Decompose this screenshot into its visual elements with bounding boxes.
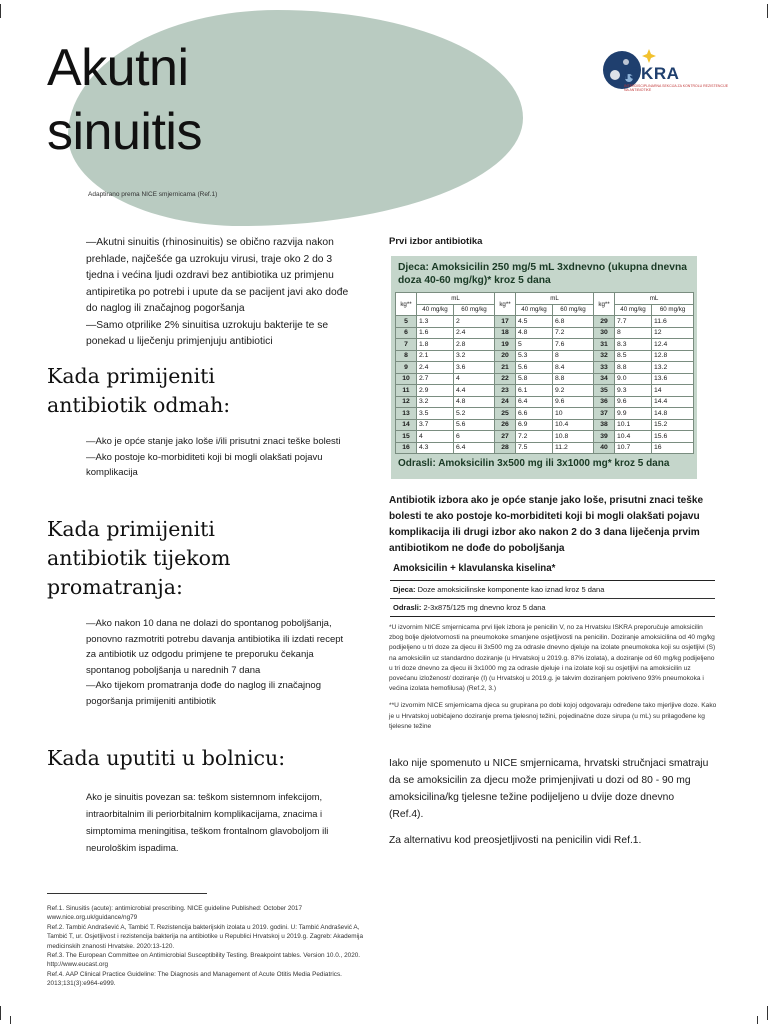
reference-item: Ref.3. The European Committee on Antimicrobial Susceptibility Testing. Breakpoint tables. Version 10.0., 2020. http://www.eucast.org bbox=[47, 952, 361, 969]
ml-cell: 8.8 bbox=[615, 362, 652, 374]
heading-observation: Kada primijeniti antibiotik tijekom promatranja: bbox=[47, 517, 231, 599]
ml-cell: 14.8 bbox=[652, 408, 694, 420]
row-text: Doze amoksicilinske komponente kao iznad kroz 5 dana bbox=[417, 585, 605, 594]
table-row bbox=[396, 350, 694, 362]
ml-cell: 8.5 bbox=[615, 350, 652, 362]
ml-cell: 5.2 bbox=[454, 408, 495, 420]
dose-table-body bbox=[396, 316, 694, 454]
ml-cell: 11.6 bbox=[652, 316, 694, 328]
intro-paragraph: —Akutni sinuitis (rhinosinuitis) se obično razvija nakon prehlade, najčešće ga uzrokuju virusi, traje oko 2 do 3 tjedna i većina ljudi ozdravi bez antibiotika uz primjenu antipiretika po potrebi i upute da se pacijent javi ako dođe do naglog ili značajnog pogoršanja bbox=[86, 237, 349, 314]
ml-cell: 1.8 bbox=[417, 339, 454, 351]
ml-cell: 6.8 bbox=[553, 316, 594, 328]
ml-cell: 13.2 bbox=[652, 362, 694, 374]
ml-cell: 12.4 bbox=[652, 339, 694, 351]
title-line-1: Akutni bbox=[47, 39, 189, 97]
ml-cell: 8.3 bbox=[615, 339, 652, 351]
crop-mark bbox=[10, 1016, 11, 1024]
crop-mark bbox=[757, 1016, 758, 1024]
ml-cell: 3.6 bbox=[454, 362, 495, 374]
ml-cell: 5.8 bbox=[516, 373, 553, 385]
ml-cell: 4.3 bbox=[417, 442, 454, 454]
observation-list bbox=[86, 616, 351, 710]
kg-cell: 21 bbox=[495, 362, 516, 374]
list-item: —Ako postoje ko-morbiditeti koji bi mogli olakšati pojavu komplikacija bbox=[86, 451, 323, 479]
first-choice-label: Prvi izbor antibiotika bbox=[389, 236, 483, 247]
title-line-2: sinuitis bbox=[47, 103, 202, 161]
ml-cell: 7.5 bbox=[516, 442, 553, 454]
ml-cell: 4.4 bbox=[454, 385, 495, 397]
kg-cell: 23 bbox=[495, 385, 516, 397]
sub-header: 40 mg/kg bbox=[615, 304, 652, 316]
kg-cell: 8 bbox=[396, 350, 417, 362]
table-row bbox=[396, 442, 694, 454]
kg-cell: 19 bbox=[495, 339, 516, 351]
sub-header: 40 mg/kg bbox=[516, 304, 553, 316]
ml-cell: 6.9 bbox=[516, 419, 553, 431]
ml-cell: 15.2 bbox=[652, 419, 694, 431]
ml-cell: 6.6 bbox=[516, 408, 553, 420]
intro-text bbox=[86, 235, 354, 351]
intro-paragraph: —Samo otprilike 2% sinuitisa uzrokuju bakterije te se ponekad u liječenju primjenjuju antibiotici bbox=[86, 319, 329, 347]
kg-cell: 31 bbox=[594, 339, 615, 351]
adult-dose: Odrasli: Amoksicilin 3x500 mg ili 3x1000 mg* kroz 5 dana bbox=[398, 458, 670, 469]
reference-item: Ref.1. Sinusitis (acute): antimicrobial prescribing. NICE guideline Published: October 2017 www.nice.org.uk/guidance/ng79 bbox=[47, 905, 303, 922]
ml-cell: 2.4 bbox=[417, 362, 454, 374]
kg-cell: 28 bbox=[495, 442, 516, 454]
dose-table bbox=[395, 292, 694, 454]
kg-header: kg** bbox=[396, 293, 417, 316]
ml-cell: 3.7 bbox=[417, 419, 454, 431]
table-row bbox=[396, 385, 694, 397]
logo-subtitle: INTERDISCIPLINARNA SEKCIJA ZA KONTROLU REZISTENCIJE NA ANTIBIOTIKE bbox=[624, 84, 729, 92]
list-item: —Ako tijekom promatranja dođe do naglog ili značajnog pogoršanja primijeniti antibiotik bbox=[86, 680, 321, 707]
kg-cell: 7 bbox=[396, 339, 417, 351]
kg-cell: 32 bbox=[594, 350, 615, 362]
references bbox=[47, 904, 372, 989]
kg-cell: 15 bbox=[396, 431, 417, 443]
ml-cell: 3.5 bbox=[417, 408, 454, 420]
ml-cell: 2 bbox=[454, 316, 495, 328]
ml-cell: 7.6 bbox=[553, 339, 594, 351]
kg-cell: 37 bbox=[594, 408, 615, 420]
dose-table-box bbox=[391, 256, 697, 479]
ml-cell: 2.8 bbox=[454, 339, 495, 351]
ml-cell: 10 bbox=[553, 408, 594, 420]
ml-cell: 5.6 bbox=[454, 419, 495, 431]
amox-clav-title: Amoksicilin + klavulanska kiselina* bbox=[393, 563, 556, 574]
kg-cell: 10 bbox=[396, 373, 417, 385]
ml-cell: 5.6 bbox=[516, 362, 553, 374]
ml-cell: 4.8 bbox=[516, 327, 553, 339]
ml-cell: 10.4 bbox=[553, 419, 594, 431]
ml-cell: 5.3 bbox=[516, 350, 553, 362]
table-row bbox=[396, 408, 694, 420]
kg-cell: 11 bbox=[396, 385, 417, 397]
ml-cell: 13.6 bbox=[652, 373, 694, 385]
table-row bbox=[396, 373, 694, 385]
ml-cell: 8 bbox=[615, 327, 652, 339]
ml-cell: 15.6 bbox=[652, 431, 694, 443]
ml-cell: 2.9 bbox=[417, 385, 454, 397]
ml-cell: 9.6 bbox=[553, 396, 594, 408]
amox-clav-box bbox=[390, 580, 715, 617]
hospital-text: Ako je sinuitis povezan sa: teškom sistemnom infekcijom, intraorbitalnim ili periorbitalnim komplikacijama, znacima i simptomima meningitisa, teškom frontalnom glavoboljom ili neurološkim ispadima. bbox=[86, 792, 329, 853]
ml-cell: 10.8 bbox=[553, 431, 594, 443]
kg-cell: 33 bbox=[594, 362, 615, 374]
immediate-list bbox=[86, 434, 351, 481]
ml-cell: 4 bbox=[454, 373, 495, 385]
ml-cell: 6.1 bbox=[516, 385, 553, 397]
kg-cell: 20 bbox=[495, 350, 516, 362]
ml-header: mL bbox=[516, 293, 594, 305]
ml-cell: 2.1 bbox=[417, 350, 454, 362]
kg-cell: 25 bbox=[495, 408, 516, 420]
ml-cell: 1.6 bbox=[417, 327, 454, 339]
sub-header: 60 mg/kg bbox=[652, 304, 694, 316]
kg-cell: 34 bbox=[594, 373, 615, 385]
table-row bbox=[396, 316, 694, 328]
sub-header: 60 mg/kg bbox=[553, 304, 594, 316]
kg-cell: 24 bbox=[495, 396, 516, 408]
kg-cell: 9 bbox=[396, 362, 417, 374]
crop-mark bbox=[0, 4, 1, 18]
adapted-note: Adaptirano prema NICE smjernicama (Ref.1) bbox=[88, 191, 218, 198]
kg-header: kg** bbox=[495, 293, 516, 316]
reference-item: Ref.2. Tambić Andrašević A, Tambić T. Rezistencija bakterijskih izolata u 2019. godini. U: Tambić Andrašević A, Tambić T, ur. Osjetljivost i rezistencija bakterija na antibiotike u Republici Hrvatskoj u 2019.g. Zagreb: Akademija medicinskih znanosti Hrvatske. 2020:13-120. bbox=[47, 923, 364, 950]
paragraph: Za alternativu kod preosjetljivosti na penicilin vidi Ref.1. bbox=[389, 835, 642, 846]
ml-cell: 14 bbox=[652, 385, 694, 397]
ml-cell: 14.4 bbox=[652, 396, 694, 408]
page-title bbox=[47, 36, 202, 164]
ml-cell: 8.8 bbox=[553, 373, 594, 385]
ml-cell: 9.2 bbox=[553, 385, 594, 397]
ml-cell: 7.7 bbox=[615, 316, 652, 328]
ml-header: mL bbox=[615, 293, 694, 305]
ml-cell: 11.2 bbox=[553, 442, 594, 454]
kg-cell: 5 bbox=[396, 316, 417, 328]
kg-cell: 27 bbox=[495, 431, 516, 443]
choice-paragraph: Antibiotik izbora ako je opće stanje jako loše, prisutni znaci teške bolesti te ako postoje ko-morbiditeti koji bi mogli olakšati pojavu komplikacija ili drugi izbor ako nakon 2 do 3 dana liječenja prvim antibiotikom ne dođe do poboljšanja bbox=[389, 495, 704, 554]
table-row bbox=[396, 419, 694, 431]
sub-header: 60 mg/kg bbox=[454, 304, 495, 316]
amox-adult-row bbox=[390, 598, 715, 616]
kg-cell: 13 bbox=[396, 408, 417, 420]
kg-cell: 18 bbox=[495, 327, 516, 339]
ml-cell: 7.2 bbox=[516, 431, 553, 443]
ml-cell: 6.4 bbox=[454, 442, 495, 454]
paragraph-dose-info bbox=[389, 755, 711, 823]
ml-cell: 4.5 bbox=[516, 316, 553, 328]
list-item: —Ako je opće stanje jako loše i/ili prisutni znaci teške bolesti bbox=[86, 436, 341, 447]
ml-cell: 4.8 bbox=[454, 396, 495, 408]
ml-cell: 8 bbox=[553, 350, 594, 362]
table-row bbox=[396, 339, 694, 351]
list-item: —Ako nakon 10 dana ne dolazi do spontanog poboljšanja, ponovno razmotriti potrebu davanja antibiotika ili izdati recept za antibiotik uz odgodu primjene te preporuku čekanja spontanog poboljšanja u narednih 7 dana bbox=[86, 618, 344, 676]
ml-cell: 12.8 bbox=[652, 350, 694, 362]
footnote: **U izvornim NICE smjernicama djeca su grupirana po dobi kojoj odgovaraju određene tako mjerljive doze. Kako je u Hrvatskoj uobičajeno doziranje prema tjelesnoj težini, pojedinačne doze sirupa (u mL) su prilagođene kg tjelesne težine bbox=[389, 702, 717, 730]
paragraph-alternative bbox=[389, 832, 711, 849]
kg-cell: 12 bbox=[396, 396, 417, 408]
paragraph: Iako nije spomenuto u NICE smjernicama, hrvatski stručnjaci smatraju da se amoksicilin za djecu može primjenjivati u dozi od 80 - 90 mg amoksicilina/kg tjelesne težine podijeljeno u dvije doze dnevno (Ref.4). bbox=[389, 758, 709, 820]
kg-cell: 38 bbox=[594, 419, 615, 431]
kg-cell: 16 bbox=[396, 442, 417, 454]
ml-header: mL bbox=[417, 293, 495, 305]
table-row bbox=[396, 327, 694, 339]
table-row bbox=[396, 362, 694, 374]
ml-cell: 6.4 bbox=[516, 396, 553, 408]
ml-cell: 4 bbox=[417, 431, 454, 443]
amox-children-row bbox=[390, 581, 715, 598]
ml-cell: 8.4 bbox=[553, 362, 594, 374]
row-text: 2-3x875/125 mg dnevno kroz 5 dana bbox=[423, 603, 546, 612]
ml-cell: 10.7 bbox=[615, 442, 652, 454]
ml-cell: 16 bbox=[652, 442, 694, 454]
kg-header: kg** bbox=[594, 293, 615, 316]
table-row bbox=[396, 396, 694, 408]
heading-immediate: Kada primijeniti antibiotik odmah: bbox=[47, 364, 231, 417]
kg-cell: 36 bbox=[594, 396, 615, 408]
ml-cell: 9.3 bbox=[615, 385, 652, 397]
ml-cell: 12 bbox=[652, 327, 694, 339]
kg-cell: 29 bbox=[594, 316, 615, 328]
row-label: Djeca: bbox=[393, 585, 416, 594]
kg-cell: 6 bbox=[396, 327, 417, 339]
ml-cell: 9.9 bbox=[615, 408, 652, 420]
kg-cell: 30 bbox=[594, 327, 615, 339]
reference-item: Ref.4. AAP Clinical Practice Guideline: The Diagnosis and Management of Acute Otitis Media Pediatrics. 2013;131(3):e964-e999. bbox=[47, 970, 342, 988]
footnote: *U izvornim NICE smjernicama prvi lijek izbora je penicilin V, no za Hrvatsku ISKRA preporučuje amoksicilin zbog bolje djelotvornosti na pneumokoke smanjene osjetljivosti na penicilin. Doziranje amoksicilina od 40 mg/kg podijeljeno u tri doze za djecu ili 3x500 mg za odrasle dnevno djeluje na izolate pneumokoka koji su osjetljivi (S) na amoksicilin uz standardno doziranje (u Hrvatskoj u 2019.g. 87% izolata), a doziranje od 60 mg/kg podijeljeno u tri doze dnevno za djecu ili 3x1000 mg za odrasle djeluje i na izolate koji su osjetljivi na amoksicilin uz povećanu izloženost/ doziranje (I) (u Hrvatskoj u 2019.g. je takvim doziranjem pokriveno 93% pneumokoka i većina izolata hemofilusa) (Ref.2, 3.) bbox=[389, 624, 716, 693]
heading-hospital: Kada uputiti u bolnicu: bbox=[47, 746, 286, 770]
table-row bbox=[396, 431, 694, 443]
crop-mark bbox=[0, 1006, 1, 1020]
ml-cell: 7.2 bbox=[553, 327, 594, 339]
kg-cell: 17 bbox=[495, 316, 516, 328]
ml-cell: 2.7 bbox=[417, 373, 454, 385]
ml-cell: 1.3 bbox=[417, 316, 454, 328]
kg-cell: 14 bbox=[396, 419, 417, 431]
ml-cell: 6 bbox=[454, 431, 495, 443]
ml-cell: 2.4 bbox=[454, 327, 495, 339]
row-label: Odrasli: bbox=[393, 603, 422, 612]
logo-name: ISKRA bbox=[624, 64, 680, 83]
sub-header: 40 mg/kg bbox=[417, 304, 454, 316]
ml-cell: 10.1 bbox=[615, 419, 652, 431]
kg-cell: 35 bbox=[594, 385, 615, 397]
footnotes bbox=[389, 623, 717, 739]
ml-cell: 3.2 bbox=[417, 396, 454, 408]
ml-cell: 10.4 bbox=[615, 431, 652, 443]
kg-cell: 26 bbox=[495, 419, 516, 431]
ml-cell: 3.2 bbox=[454, 350, 495, 362]
ml-cell: 9.6 bbox=[615, 396, 652, 408]
references-divider bbox=[47, 893, 207, 894]
kg-cell: 22 bbox=[495, 373, 516, 385]
dose-table-title: Djeca: Amoksicilin 250 mg/5 mL 3xdnevno (ukupna dnevna doza 40-60 mg/kg)* kroz 5 dana bbox=[398, 262, 687, 286]
ml-cell: 5 bbox=[516, 339, 553, 351]
kg-cell: 40 bbox=[594, 442, 615, 454]
ml-cell: 9.0 bbox=[615, 373, 652, 385]
kg-cell: 39 bbox=[594, 431, 615, 443]
